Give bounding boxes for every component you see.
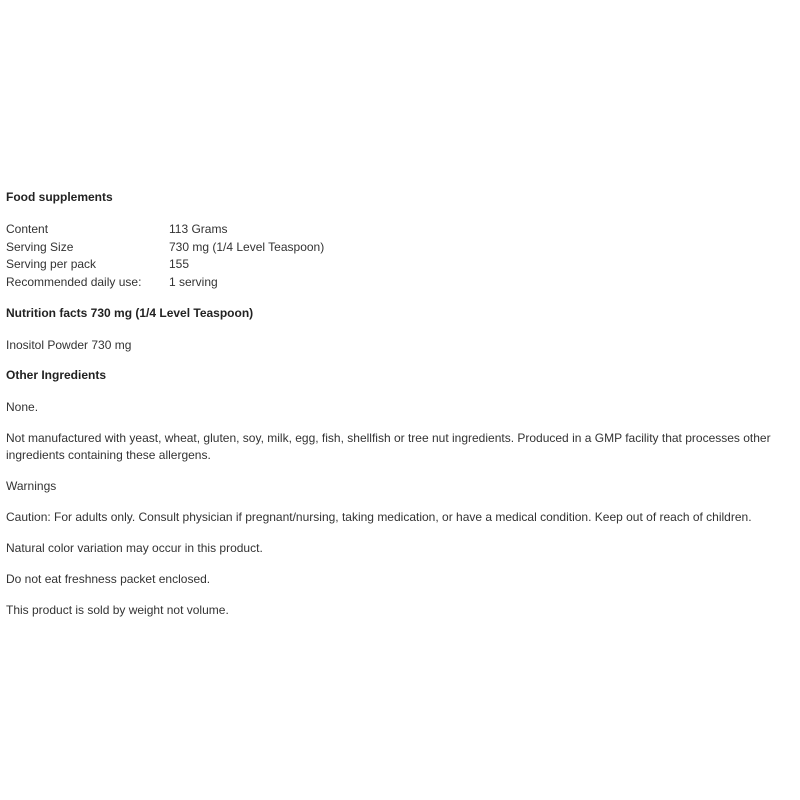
color-note: Natural color variation may occur in this product. <box>6 541 263 555</box>
nutrition-item: Inositol Powder 730 mg <box>6 338 132 352</box>
spec-value: 155 <box>169 257 190 271</box>
freshness-note: Do not eat freshness packet enclosed. <box>6 572 211 586</box>
spec-value: 1 serving <box>169 274 218 289</box>
nutrition-title: Nutrition facts 730 mg (1/4 Level Teaspoon) <box>6 306 254 320</box>
product-info-document <box>6 190 796 633</box>
caution-text: Caution: For adults only. Consult physician if pregnant/nursing, taking medication, or have a medical condition. Keep out of reach of children. <box>6 510 752 524</box>
spec-label: Recommended daily use: <box>6 274 142 289</box>
other-ingredients-value: None. <box>6 400 39 414</box>
spec-value: 113 Grams <box>169 222 228 236</box>
specs-table <box>6 221 796 291</box>
spec-label: Serving per pack <box>6 257 97 271</box>
spec-row-daily-use <box>6 274 796 292</box>
spec-label: Serving Size <box>6 239 74 254</box>
spec-label: Content <box>6 222 49 236</box>
spec-row-content <box>6 221 796 239</box>
allergen-statement: Not manufactured with yeast, wheat, gluten, soy, milk, egg, fish, shellfish or tree nut ingredients. Produced in a GMP facility that processes other ingredients containing these allergens. <box>6 431 771 462</box>
spec-row-serving-size <box>6 239 796 257</box>
other-ingredients-title: Other Ingredients <box>6 368 107 382</box>
warnings-label: Warnings <box>6 479 57 493</box>
weight-note: This product is sold by weight not volume. <box>6 603 229 617</box>
spec-value: 730 mg (1/4 Level Teaspoon) <box>169 239 325 254</box>
section-title: Food supplements <box>6 190 113 204</box>
spec-row-serving-per-pack <box>6 256 796 274</box>
